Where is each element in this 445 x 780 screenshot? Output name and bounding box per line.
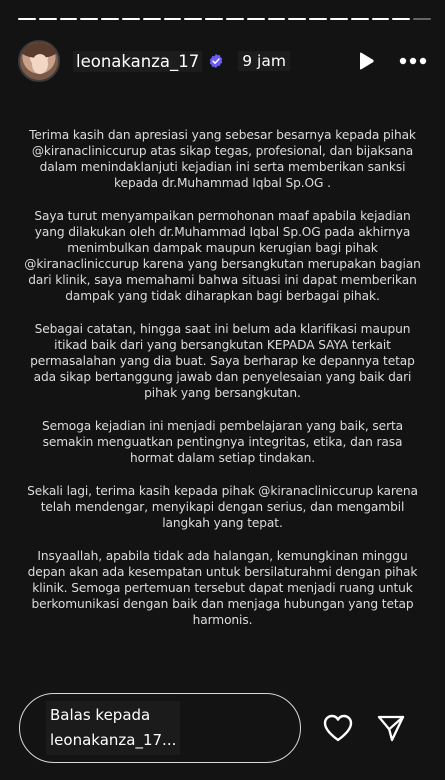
heart-icon[interactable]: [322, 713, 354, 743]
progress-segment: [309, 18, 327, 20]
progress-segment: [392, 18, 410, 20]
story-caption: [6, 127, 439, 645]
post-time: 9 jam: [238, 51, 290, 71]
caption-paragraph: Semoga kejadian ini menjadi pembelajaran yang baik, serta semakin menguatkan pentingnya integritas, etika, dan rasa hormat dalam setiap tindakan.: [41, 419, 404, 465]
caption-paragraph: Insyaallah, apabila tidak ada halangan, kemungkinan minggu depan akan ada kesempatan untuk bersilaturahmi dengan pihak klinik. Semoga pertemuan tersebut dapat menjadi ruang untuk berkomunikasi dengan baik dan menjaga hubungan yang tetap harmonis.: [27, 549, 418, 627]
progress-segment: [18, 18, 36, 20]
username[interactable]: leonakanza_17: [73, 51, 202, 72]
avatar[interactable]: [18, 40, 60, 82]
progress-segment: [205, 18, 223, 20]
play-icon[interactable]: [357, 51, 375, 71]
more-icon[interactable]: [399, 57, 427, 65]
caption-paragraph: Sebagai catatan, hingga saat ini belum ada klarifikasi maupun itikad baik dari yang bersangkutan KEPADA SAYA terkait permasalahan yang dia buat. Saya berharap ke depannya tetap ada sikap bertanggung jawab dan penyelesaian yang baik dari pihak yang bersangkutan.: [30, 322, 415, 400]
send-icon[interactable]: [376, 713, 406, 743]
progress-segment: [372, 18, 390, 20]
progress-segment: [247, 18, 265, 20]
progress-segment: [60, 18, 78, 20]
caption-paragraph: Saya turut menyampaikan permohonan maaf apabila kejadian yang dilakukan oleh dr.Muhammad Iqbal Sp.OG pada akhirnya menimbulkan dampak maupun kerugian bagi pihak @kiranacliniccurup karena yang bersangkutan merupakan bagian dari klinik, saya memahami bahwa situasi ini dapat memberikan dampak yang tidak diharapkan bagi berbagai pihak.: [24, 209, 421, 303]
caption-paragraph: Sekali lagi, terima kasih kepada pihak @kiranacliniccurup karena telah mendengar, menyikapi dengan serius, dan mengambil langkah yang tepat.: [27, 484, 418, 530]
progress-segment: [184, 18, 202, 20]
progress-segment: [101, 18, 119, 20]
progress-segment: [330, 18, 348, 20]
progress-segment: [288, 18, 306, 20]
reply-placeholder: Balas kepada leonakanza_17...: [46, 701, 180, 755]
caption-paragraph: Terima kasih dan apresiasi yang sebesar besarnya kepada pihak @kiranacliniccurup atas sikap tegas, profesional, dan bijaksana dalam menindaklanjuti kejadian ini serta memberikan sanksi kepada dr.Muhammad Iqbal Sp.OG .: [29, 128, 416, 190]
progress-segment: [351, 18, 369, 20]
progress-segment: [39, 18, 57, 20]
reply-input[interactable]: [19, 693, 301, 763]
progress-segment: [164, 18, 182, 20]
progress-segment: [268, 18, 286, 20]
story-footer: [19, 692, 425, 764]
progress-segment: [122, 18, 140, 20]
story-progress-bar: [18, 18, 431, 21]
progress-segment: [143, 18, 161, 20]
progress-segment: [80, 18, 98, 20]
progress-segment: [413, 18, 431, 20]
progress-segment: [226, 18, 244, 20]
story-header: [18, 40, 427, 82]
verified-badge-icon: [208, 53, 224, 69]
